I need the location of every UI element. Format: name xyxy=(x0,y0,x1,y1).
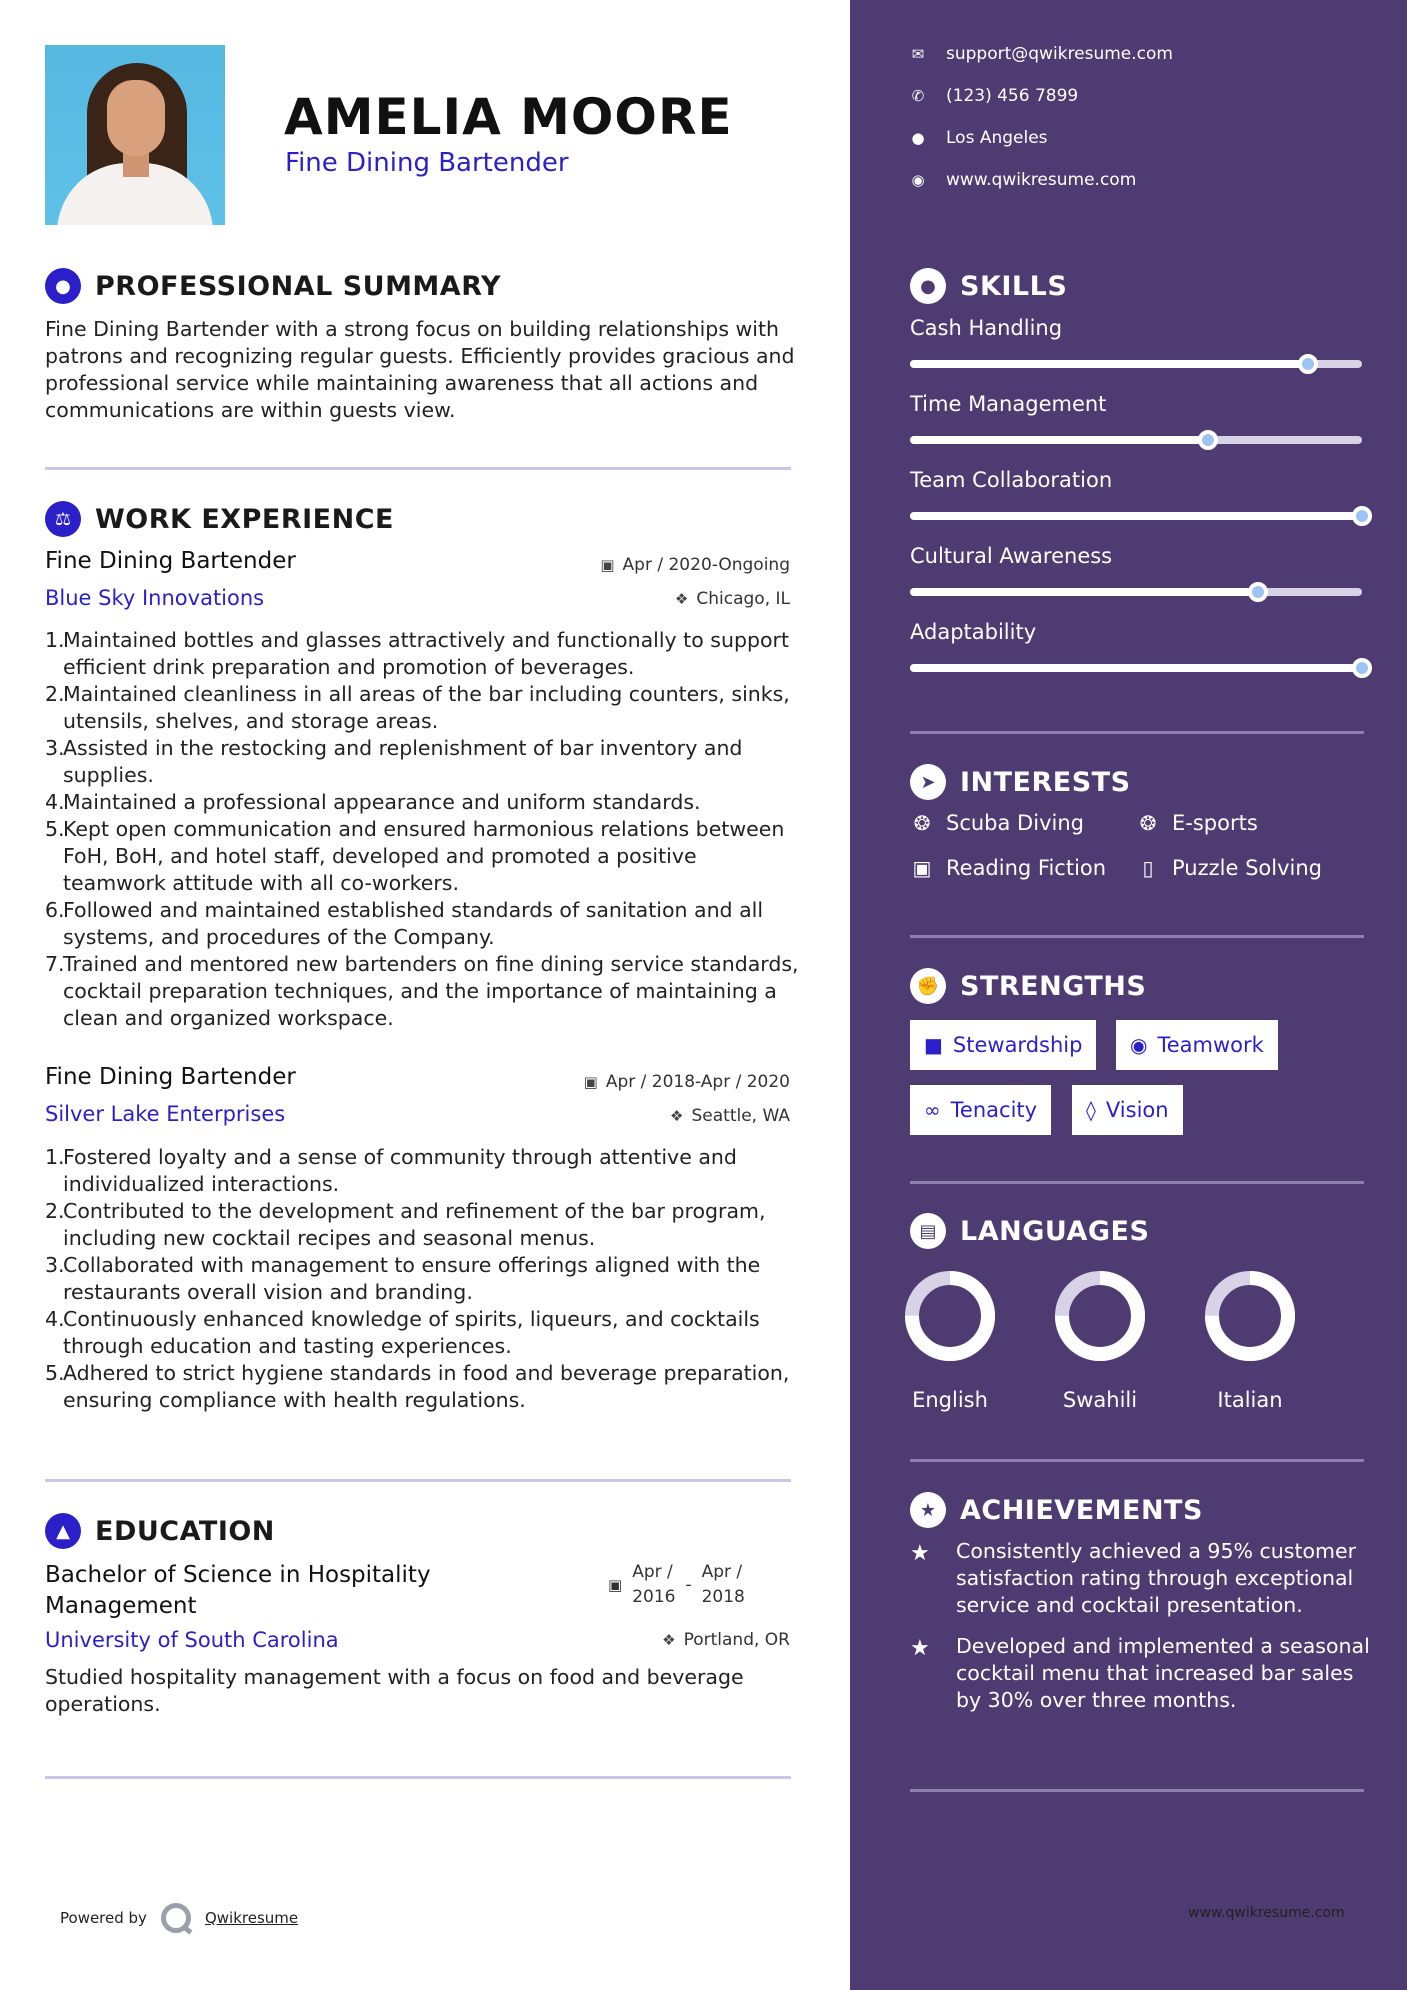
skill-level-knob xyxy=(1352,506,1372,526)
job-bullets xyxy=(45,627,805,1032)
interest-item: ❂ E-sports xyxy=(1136,811,1258,835)
phone-icon: ✆ xyxy=(911,87,925,105)
language-label: Swahili xyxy=(1062,1388,1138,1412)
fist-icon: ✊ xyxy=(910,968,946,1004)
education-dates: ▣ Apr / 2016 - Apr / 2018 xyxy=(608,1562,745,1607)
skill-bar xyxy=(910,588,1362,596)
strength-chip: ◉ Teamwork xyxy=(1116,1020,1278,1070)
divider xyxy=(45,467,791,470)
education-description: Studied hospitality management with a focus on food and beverage operations. xyxy=(45,1665,744,1716)
job-bullets xyxy=(45,1144,805,1414)
skill-bar xyxy=(910,360,1362,368)
briefcase-icon: ■ xyxy=(924,1033,943,1057)
bullet-item: 3. Collaborated with management to ensure offerings aligned with the restaurants overall vision and branding. xyxy=(45,1253,761,1304)
life-ring-icon: ❂ xyxy=(913,811,931,835)
globe-icon: ◉ xyxy=(911,171,925,189)
summary-text: Fine Dining Bartender with a strong focus on building relationships with patrons and recognizing regular guests. Efficiently provides gracious and professional service while maintaining awareness that all actions and communications are within guests view. xyxy=(45,317,795,422)
divider xyxy=(45,1479,791,1482)
candidate-title: Fine Dining Bartender xyxy=(285,148,569,178)
contact-email[interactable]: ✉ support@qwikresume.com xyxy=(911,44,1173,64)
job-title: Fine Dining Bartender xyxy=(45,548,296,574)
skill-bar-fill xyxy=(910,664,1362,672)
profile-photo xyxy=(45,45,225,225)
job-dates: ▣ Apr / 2018-Apr / 2020 xyxy=(583,1072,790,1092)
bullet-item: 2. Maintained cleanliness in all areas of the bar including counters, sinks, utensils, shelves, and storage areas. xyxy=(45,682,790,733)
calendar-icon: ▣ xyxy=(608,1576,623,1594)
interest-item: ▣ Reading Fiction xyxy=(910,856,1106,880)
skill-level-knob xyxy=(1248,582,1268,602)
contact-website[interactable]: ◉ www.qwikresume.com xyxy=(911,170,1137,190)
language-label: English xyxy=(912,1388,988,1412)
bullet-item: 4. Maintained a professional appearance and uniform standards. xyxy=(45,790,701,814)
language-donut xyxy=(900,1266,1000,1366)
job-title: Fine Dining Bartender xyxy=(45,1064,296,1090)
skill-level-knob xyxy=(1298,354,1318,374)
lightbulb-icon: ● xyxy=(910,268,946,304)
star-badge-icon: ★ xyxy=(910,1492,946,1528)
contact-phone[interactable]: ✆ (123) 456 7899 xyxy=(911,86,1079,106)
interest-item: ❂ Scuba Diving xyxy=(910,811,1084,835)
star-icon: ★ xyxy=(910,1541,930,1566)
bullet-item: 2. Contributed to the development and refinement of the bar program, including new cocktail recipes and seasonal menus. xyxy=(45,1199,766,1250)
skill-label: Cultural Awareness xyxy=(910,544,1113,568)
pushpin-icon: ❖ xyxy=(670,1107,684,1125)
contact-location: ● Los Angeles xyxy=(911,128,1048,148)
skill-label: Adaptability xyxy=(910,620,1037,644)
pushpin-icon: ❖ xyxy=(662,1631,676,1649)
skill-level-knob xyxy=(1352,658,1372,678)
language-donut xyxy=(1200,1266,1300,1366)
divider xyxy=(910,731,1364,734)
job-dates: ▣ Apr / 2020-Ongoing xyxy=(600,555,790,575)
skill-bar-fill xyxy=(910,588,1258,596)
job-company: Blue Sky Innovations xyxy=(45,586,265,610)
school-name: University of South Carolina xyxy=(45,1628,339,1652)
envelope-icon: ✉ xyxy=(911,45,925,63)
achievement-item: ★ Consistently achieved a 95% customer satisfaction rating through exceptional service and cocktail presentation. xyxy=(910,1539,1357,1617)
bullet-item: 5. Kept open communication and ensured harmonious relations between FoH, BoH, and hotel staff, developed and promoted a positive teamwork attitude with all co-workers. xyxy=(45,817,785,895)
languages-heading: ▤ LANGUAGES xyxy=(910,1213,1149,1249)
star-icon: ★ xyxy=(910,1636,930,1661)
job-location: ❖ Chicago, IL xyxy=(674,589,790,609)
education-title: EDUCATION xyxy=(95,1515,275,1547)
binoculars-icon: ◊ xyxy=(1086,1098,1096,1122)
bullet-item: 4. Continuously enhanced knowledge of spirits, liqueurs, and cocktails through education and tasting experiences. xyxy=(45,1307,760,1358)
qwikresume-logo-icon xyxy=(161,1903,191,1933)
work-heading xyxy=(45,501,394,537)
strength-chip: ∞ Tenacity xyxy=(910,1085,1051,1135)
bullet-item: 5. Adhered to strict hygiene standards in food and beverage preparation, ensuring compliance with health regulations. xyxy=(45,1361,790,1412)
skill-bar-fill xyxy=(910,436,1208,444)
education-location: ❖ Portland, OR xyxy=(662,1630,790,1650)
interest-item: ▯ Puzzle Solving xyxy=(1136,856,1322,880)
divider xyxy=(45,1776,791,1779)
qwikresume-link[interactable]: Qwikresume xyxy=(204,1909,299,1927)
gamepad-icon: ▣ xyxy=(912,856,932,880)
degree: Bachelor of Science in Hospitality Management xyxy=(45,1562,431,1619)
skill-bar xyxy=(910,664,1362,672)
divider xyxy=(910,1459,1364,1462)
summary-title: PROFESSIONAL SUMMARY xyxy=(95,270,502,302)
user-icon: ● xyxy=(45,268,81,304)
strengths-heading: ✊ STRENGTHS xyxy=(910,968,1146,1004)
graduation-cap-icon: ▲ xyxy=(45,1513,81,1549)
bullet-item: 6. Followed and maintained established standards of sanitation and all systems, and procedures of the Company. xyxy=(45,898,764,949)
bullet-item: 3. Assisted in the restocking and replenishment of bar inventory and supplies. xyxy=(45,736,743,787)
achievement-item: ★ Developed and implemented a seasonal cocktail menu that increased bar sales by 30% over three months. xyxy=(910,1634,1370,1712)
language-donut xyxy=(1050,1266,1150,1366)
paper-plane-icon: ➤ xyxy=(910,764,946,800)
divider xyxy=(910,935,1364,938)
language-item xyxy=(1190,1266,1310,1412)
link-icon: ∞ xyxy=(924,1098,941,1122)
skill-bar xyxy=(910,436,1362,444)
map-marker-icon: ● xyxy=(911,129,925,147)
skill-bar-fill xyxy=(910,512,1362,520)
interests-heading: ➤ INTERESTS xyxy=(910,764,1131,800)
language-item xyxy=(890,1266,1010,1412)
skill-bar xyxy=(910,512,1362,520)
footer-url[interactable]: www.qwikresume.com xyxy=(1188,1905,1345,1921)
calendar-icon: ▣ xyxy=(583,1073,598,1091)
bullet-item: 1. Maintained bottles and glasses attractively and functionally to support efficient drink preparation and promotion of beverages. xyxy=(45,628,789,679)
life-ring-icon: ❂ xyxy=(1139,811,1157,835)
achievements-heading: ★ ACHIEVEMENTS xyxy=(910,1492,1203,1528)
skill-label: Cash Handling xyxy=(910,316,1063,340)
skill-label: Time Management xyxy=(910,392,1107,416)
book-icon: ▯ xyxy=(1142,856,1154,880)
divider xyxy=(910,1789,1364,1792)
briefcase-chair-icon: ⚖ xyxy=(45,501,81,537)
bullet-item: 7. Trained and mentored new bartenders on fine dining service standards, cocktail preparation techniques, and the importance of maintaining a clean and organized workspace. xyxy=(45,952,799,1030)
calendar-icon: ▣ xyxy=(600,556,615,574)
language-label: Italian xyxy=(1217,1388,1283,1412)
pushpin-icon: ❖ xyxy=(674,590,689,608)
summary-heading xyxy=(45,268,501,304)
users-icon: ◉ xyxy=(1130,1033,1148,1057)
strength-chip: ◊ Vision xyxy=(1072,1085,1183,1135)
divider xyxy=(910,1181,1364,1184)
translate-icon: ▤ xyxy=(910,1213,946,1249)
powered-by: Powered by Qwikresume xyxy=(60,1903,298,1933)
education-heading xyxy=(45,1513,275,1549)
language-item xyxy=(1040,1266,1160,1412)
skills-heading: ● SKILLS xyxy=(910,268,1067,304)
strength-chip: ■ Stewardship xyxy=(910,1020,1096,1070)
candidate-name: AMELIA MOORE xyxy=(284,88,733,146)
bullet-item: 1. Fostered loyalty and a sense of community through attentive and individualized interactions. xyxy=(45,1145,737,1196)
skill-bar-fill xyxy=(910,360,1308,368)
skill-label: Team Collaboration xyxy=(910,468,1113,492)
job-company: Silver Lake Enterprises xyxy=(45,1102,286,1126)
job-location: ❖ Seattle, WA xyxy=(670,1106,790,1126)
work-title: WORK EXPERIENCE xyxy=(95,503,394,535)
